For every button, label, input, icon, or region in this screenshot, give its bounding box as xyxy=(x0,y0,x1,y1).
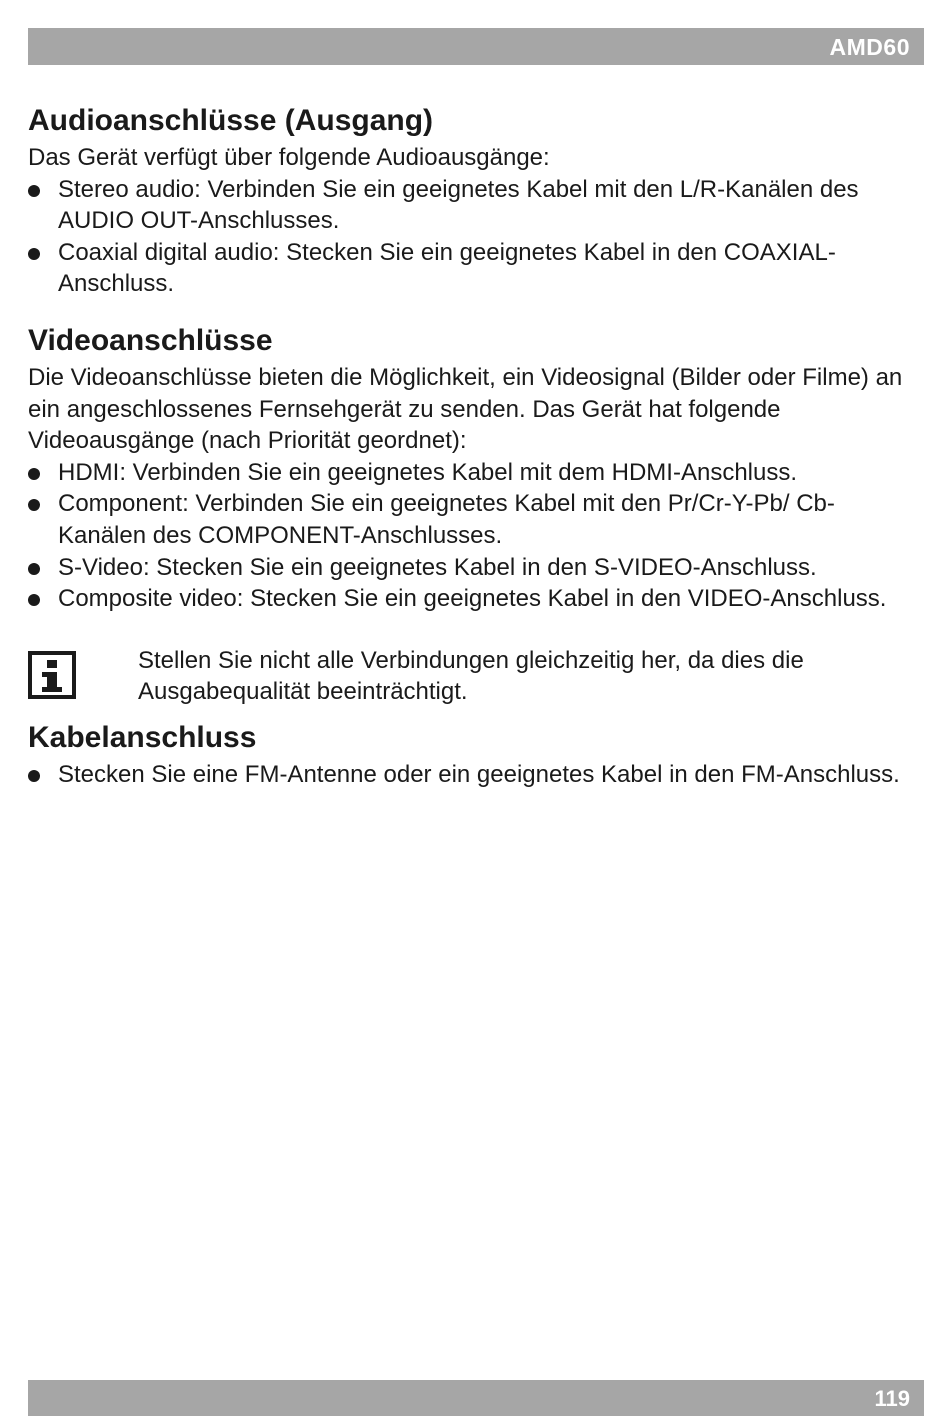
note-text: Stellen Sie nicht alle Verbindungen gleichzeitig her, da dies die Ausgabequalität beeinträchtigt. xyxy=(138,646,804,706)
info-note xyxy=(28,645,908,717)
header-bar xyxy=(28,28,924,65)
list-item-text: Stecken Sie eine FM-Antenne oder ein geeignetes Kabel in den FM-Anschluss. xyxy=(58,760,900,788)
bullet-dot-icon xyxy=(28,468,40,480)
list-item-text: S-Video: Stecken Sie ein geeignetes Kabel in den S-VIDEO-Anschluss. xyxy=(58,553,817,581)
model-title: AMD60 xyxy=(829,34,910,60)
list-item-text: Coaxial digital audio: Stecken Sie ein geeignetes Kabel in den COAXIAL-Anschluss. xyxy=(58,238,836,298)
cable-bullet-list xyxy=(28,759,908,791)
video-section xyxy=(28,320,908,615)
list-item-text: Component: Verbinden Sie ein geeignetes Kabel mit den Pr/Cr-Y-Pb/ Cb-Kanälen des COMPONENT-Anschlusses. xyxy=(58,490,835,549)
video-intro: Die Videoanschlüsse bieten die Möglichkeit, ein Videosignal (Bilder oder Filme) an ein angeschlossenes Fernsehgerät zu senden. Das Gerät hat folgende Videoausgänge (nach Priorität geordnet): xyxy=(28,363,903,455)
bullet-dot-icon xyxy=(28,594,40,606)
list-item xyxy=(28,237,908,300)
list-item-text: Stereo audio: Verbinden Sie ein geeignetes Kabel mit den L/R-Kanälen des AUDIO OUT-Anschlusses. xyxy=(58,175,859,235)
bullet-dot-icon xyxy=(28,499,40,511)
list-item xyxy=(28,759,908,791)
audio-bullet-list xyxy=(28,174,908,300)
footer-bar xyxy=(28,1380,924,1416)
section-spacer xyxy=(28,300,908,320)
bullet-dot-icon xyxy=(28,248,40,260)
cable-heading: Kabelanschluss xyxy=(28,720,257,754)
bullet-dot-icon xyxy=(28,185,40,197)
bullet-dot-icon xyxy=(28,563,40,575)
audio-heading: Audioanschlüsse (Ausgang) xyxy=(28,104,434,137)
info-icon xyxy=(28,651,76,699)
page-number: 119 xyxy=(874,1386,910,1411)
list-item xyxy=(28,174,908,237)
bullet-dot-icon xyxy=(28,770,40,782)
list-item xyxy=(28,552,908,584)
video-heading: Videoanschlüsse xyxy=(28,323,273,357)
cable-section xyxy=(28,717,908,791)
audio-section xyxy=(28,100,908,300)
list-item xyxy=(28,488,908,551)
video-bullet-list xyxy=(28,457,908,615)
list-item-text: Composite video: Stecken Sie ein geeignetes Kabel in den VIDEO-Anschluss. xyxy=(58,585,887,613)
list-item xyxy=(28,583,908,615)
list-item xyxy=(28,457,908,489)
list-item-text: HDMI: Verbinden Sie ein geeignetes Kabel mit dem HDMI-Anschluss. xyxy=(58,458,798,486)
page-content xyxy=(28,100,908,790)
audio-intro: Das Gerät verfügt über folgende Audioausgänge: xyxy=(28,144,550,171)
